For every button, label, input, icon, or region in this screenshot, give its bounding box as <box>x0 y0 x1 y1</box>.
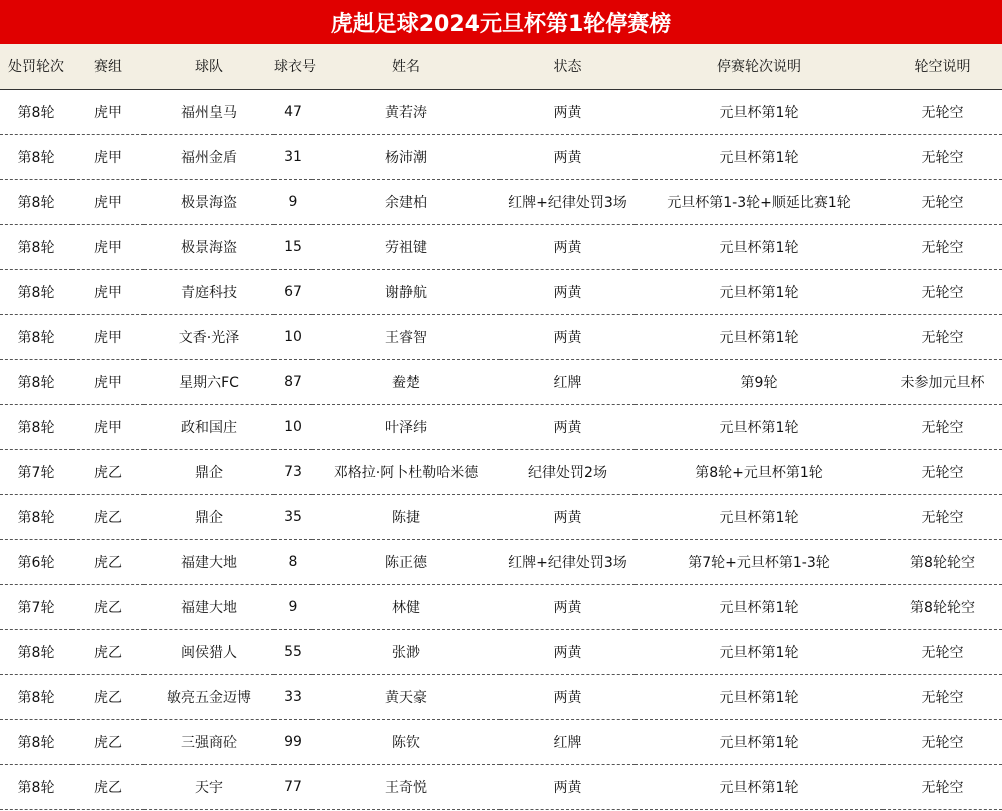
cell-player-name: 黄天豪 <box>312 674 500 719</box>
cell-status: 两黄 <box>500 629 635 674</box>
cell-bye-note: 第8轮轮空 <box>883 539 1002 584</box>
cell-penalty-round: 第8轮 <box>0 719 72 764</box>
cell-bye-note: 无轮空 <box>883 134 1002 179</box>
cell-penalty-round: 第8轮 <box>0 764 72 809</box>
cell-penalty-round: 第8轮 <box>0 224 72 269</box>
cell-status: 红牌+纪律处罚3场 <box>500 539 635 584</box>
cell-player-name: 叶泽纬 <box>312 404 500 449</box>
cell-jersey-number: 35 <box>274 494 312 539</box>
cell-suspension-note: 元旦杯第1轮 <box>635 89 883 134</box>
table-row <box>0 494 1002 539</box>
cell-player-name: 余建柏 <box>312 179 500 224</box>
column-header-suspension-note: 停赛轮次说明 <box>635 44 883 89</box>
cell-division: 虎甲 <box>72 269 144 314</box>
cell-status: 红牌 <box>500 719 635 764</box>
cell-status: 两黄 <box>500 89 635 134</box>
table-row <box>0 89 1002 134</box>
cell-division: 虎乙 <box>72 719 144 764</box>
cell-team: 敏亮五金迈博 <box>144 674 274 719</box>
table-row <box>0 539 1002 584</box>
cell-player-name: 劳祖键 <box>312 224 500 269</box>
column-header-penalty-round: 处罚轮次 <box>0 44 72 89</box>
cell-suspension-note: 元旦杯第1轮 <box>635 314 883 359</box>
cell-status: 两黄 <box>500 269 635 314</box>
cell-status: 纪律处罚2场 <box>500 449 635 494</box>
table-row <box>0 179 1002 224</box>
cell-team: 福建大地 <box>144 539 274 584</box>
cell-player-name: 谢静航 <box>312 269 500 314</box>
column-header-bye-note: 轮空说明 <box>883 44 1002 89</box>
cell-bye-note: 无轮空 <box>883 494 1002 539</box>
cell-team: 青庭科技 <box>144 269 274 314</box>
cell-player-name: 黄若涛 <box>312 89 500 134</box>
cell-team: 星期六FC <box>144 359 274 404</box>
table-header <box>0 44 1002 89</box>
table-row <box>0 719 1002 764</box>
cell-team: 极景海盗 <box>144 179 274 224</box>
cell-suspension-note: 元旦杯第1轮 <box>635 719 883 764</box>
cell-jersey-number: 8 <box>274 539 312 584</box>
table-row <box>0 629 1002 674</box>
cell-bye-note: 无轮空 <box>883 89 1002 134</box>
cell-suspension-note: 元旦杯第1轮 <box>635 764 883 809</box>
cell-suspension-note: 元旦杯第1轮 <box>635 674 883 719</box>
cell-bye-note: 无轮空 <box>883 404 1002 449</box>
cell-bye-note: 无轮空 <box>883 629 1002 674</box>
cell-status: 两黄 <box>500 674 635 719</box>
cell-division: 虎乙 <box>72 764 144 809</box>
cell-jersey-number: 99 <box>274 719 312 764</box>
cell-penalty-round: 第8轮 <box>0 89 72 134</box>
cell-suspension-note: 第7轮+元旦杯第1-3轮 <box>635 539 883 584</box>
cell-suspension-note: 元旦杯第1轮 <box>635 224 883 269</box>
cell-penalty-round: 第8轮 <box>0 629 72 674</box>
cell-bye-note: 无轮空 <box>883 674 1002 719</box>
cell-penalty-round: 第7轮 <box>0 584 72 629</box>
cell-status: 两黄 <box>500 494 635 539</box>
cell-suspension-note: 元旦杯第1轮 <box>635 134 883 179</box>
cell-team: 福建大地 <box>144 584 274 629</box>
cell-division: 虎甲 <box>72 404 144 449</box>
cell-team: 闽侯猎人 <box>144 629 274 674</box>
cell-jersey-number: 77 <box>274 764 312 809</box>
cell-division: 虎甲 <box>72 359 144 404</box>
cell-penalty-round: 第8轮 <box>0 179 72 224</box>
column-header-team: 球队 <box>144 44 274 89</box>
cell-player-name: 邓格拉·阿卜杜勒哈米德 <box>312 449 500 494</box>
cell-status: 两黄 <box>500 584 635 629</box>
cell-division: 虎乙 <box>72 584 144 629</box>
cell-status: 两黄 <box>500 404 635 449</box>
table-row <box>0 449 1002 494</box>
cell-penalty-round: 第8轮 <box>0 494 72 539</box>
cell-penalty-round: 第8轮 <box>0 674 72 719</box>
cell-status: 两黄 <box>500 764 635 809</box>
cell-division: 虎乙 <box>72 494 144 539</box>
suspension-table <box>0 44 1002 810</box>
cell-division: 虎乙 <box>72 539 144 584</box>
cell-jersey-number: 10 <box>274 404 312 449</box>
cell-suspension-note: 元旦杯第1-3轮+顺延比赛1轮 <box>635 179 883 224</box>
cell-penalty-round: 第8轮 <box>0 269 72 314</box>
cell-penalty-round: 第8轮 <box>0 404 72 449</box>
cell-penalty-round: 第6轮 <box>0 539 72 584</box>
table-row <box>0 359 1002 404</box>
cell-jersey-number: 87 <box>274 359 312 404</box>
page-title: 虎赳足球2024元旦杯第1轮停赛榜 <box>0 0 1002 44</box>
cell-penalty-round: 第8轮 <box>0 134 72 179</box>
table-body <box>0 89 1002 809</box>
cell-suspension-note: 元旦杯第1轮 <box>635 494 883 539</box>
cell-status: 两黄 <box>500 224 635 269</box>
cell-penalty-round: 第7轮 <box>0 449 72 494</box>
table-row <box>0 314 1002 359</box>
cell-division: 虎乙 <box>72 449 144 494</box>
cell-team: 福州金盾 <box>144 134 274 179</box>
cell-bye-note: 无轮空 <box>883 719 1002 764</box>
cell-player-name: 鲞楚 <box>312 359 500 404</box>
cell-player-name: 王奇悦 <box>312 764 500 809</box>
table-row <box>0 674 1002 719</box>
cell-team: 天宇 <box>144 764 274 809</box>
cell-player-name: 张渺 <box>312 629 500 674</box>
table-row <box>0 224 1002 269</box>
cell-bye-note: 无轮空 <box>883 314 1002 359</box>
column-header-division: 赛组 <box>72 44 144 89</box>
cell-suspension-note: 元旦杯第1轮 <box>635 404 883 449</box>
cell-bye-note: 无轮空 <box>883 269 1002 314</box>
cell-jersey-number: 31 <box>274 134 312 179</box>
cell-division: 虎甲 <box>72 89 144 134</box>
cell-suspension-note: 元旦杯第1轮 <box>635 269 883 314</box>
cell-division: 虎甲 <box>72 134 144 179</box>
cell-suspension-note: 元旦杯第1轮 <box>635 629 883 674</box>
cell-team: 文香·光泽 <box>144 314 274 359</box>
cell-player-name: 杨沛潮 <box>312 134 500 179</box>
table-row <box>0 764 1002 809</box>
cell-division: 虎甲 <box>72 179 144 224</box>
cell-bye-note: 第8轮轮空 <box>883 584 1002 629</box>
table-row <box>0 134 1002 179</box>
cell-jersey-number: 55 <box>274 629 312 674</box>
cell-suspension-note: 第9轮 <box>635 359 883 404</box>
cell-jersey-number: 47 <box>274 89 312 134</box>
cell-status: 两黄 <box>500 134 635 179</box>
cell-jersey-number: 15 <box>274 224 312 269</box>
cell-division: 虎甲 <box>72 224 144 269</box>
column-header-status: 状态 <box>500 44 635 89</box>
cell-bye-note: 无轮空 <box>883 449 1002 494</box>
cell-jersey-number: 33 <box>274 674 312 719</box>
cell-bye-note: 无轮空 <box>883 179 1002 224</box>
cell-suspension-note: 第8轮+元旦杯第1轮 <box>635 449 883 494</box>
cell-jersey-number: 10 <box>274 314 312 359</box>
table-row <box>0 269 1002 314</box>
cell-status: 红牌 <box>500 359 635 404</box>
column-header-jersey-number: 球衣号 <box>274 44 312 89</box>
table-row <box>0 584 1002 629</box>
cell-bye-note: 未参加元旦杯 <box>883 359 1002 404</box>
cell-player-name: 陈钦 <box>312 719 500 764</box>
cell-jersey-number: 73 <box>274 449 312 494</box>
cell-division: 虎甲 <box>72 314 144 359</box>
cell-jersey-number: 67 <box>274 269 312 314</box>
column-header-player-name: 姓名 <box>312 44 500 89</box>
cell-team: 鼎企 <box>144 494 274 539</box>
cell-team: 政和国庄 <box>144 404 274 449</box>
cell-penalty-round: 第8轮 <box>0 359 72 404</box>
cell-team: 三强商砼 <box>144 719 274 764</box>
cell-player-name: 林健 <box>312 584 500 629</box>
cell-player-name: 陈正德 <box>312 539 500 584</box>
cell-team: 福州皇马 <box>144 89 274 134</box>
cell-bye-note: 无轮空 <box>883 224 1002 269</box>
cell-suspension-note: 元旦杯第1轮 <box>635 584 883 629</box>
cell-status: 红牌+纪律处罚3场 <box>500 179 635 224</box>
cell-division: 虎乙 <box>72 629 144 674</box>
cell-bye-note: 无轮空 <box>883 764 1002 809</box>
cell-jersey-number: 9 <box>274 179 312 224</box>
cell-penalty-round: 第8轮 <box>0 314 72 359</box>
cell-player-name: 王睿智 <box>312 314 500 359</box>
cell-division: 虎乙 <box>72 674 144 719</box>
cell-player-name: 陈捷 <box>312 494 500 539</box>
table-row <box>0 404 1002 449</box>
cell-status: 两黄 <box>500 314 635 359</box>
header-row <box>0 44 1002 89</box>
cell-jersey-number: 9 <box>274 584 312 629</box>
cell-team: 极景海盗 <box>144 224 274 269</box>
cell-team: 鼎企 <box>144 449 274 494</box>
